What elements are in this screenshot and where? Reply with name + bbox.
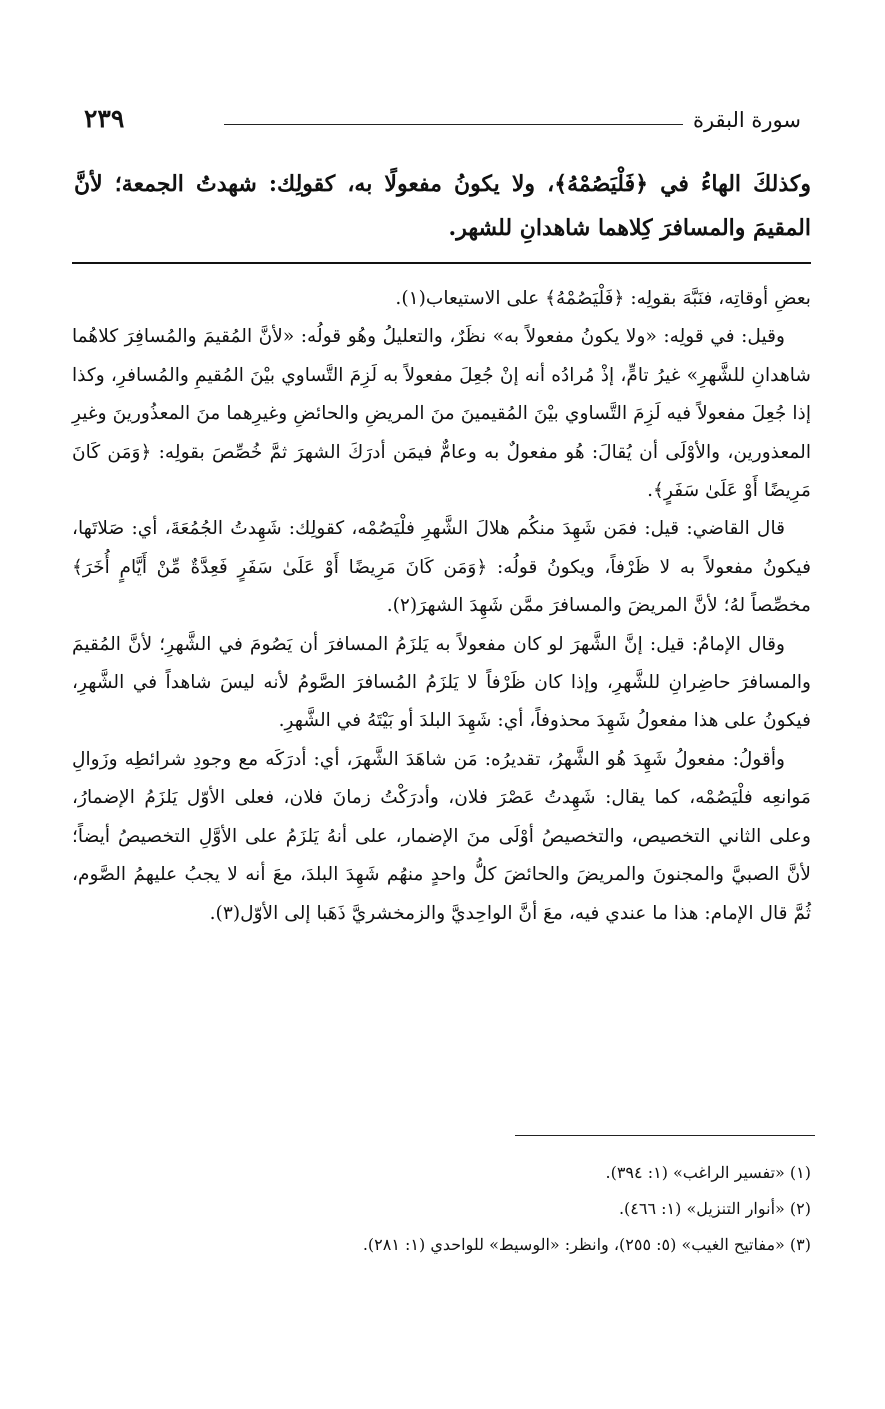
commentary-paragraph-4: وقال الإمامُ: قيل: إنَّ الشَّهرَ لو كان مفعولاً به يَلزَمُ المسافرَ أن يَصُومَ في الشَّهرِ؛ لأنَّ المُقيمَ والمسافرَ حاضِرانِ للشَّهرِ، وإذا كان ظَرْفاً لا يَلزَمُ المُسافرَ الصَّومُ لأنه ليسَ شاهداً في الشَّهرِ، فيكونُ على هذا مفعولُ شَهِدَ محذوفاً، أي: شَهِدَ البلدَ أو بَيْتَهُ في الشَّهرِ. (72, 633, 811, 732)
main-text (74, 162, 811, 250)
main-text-separator (72, 262, 811, 264)
footnote-2: (٢) «أنوار التنزيل» (١: ٤٦٦). (618, 1199, 811, 1218)
header-rule (224, 124, 683, 125)
page-header (84, 104, 801, 144)
running-title: سورة البقرة (692, 108, 801, 132)
commentary-paragraph-1: بعضِ أوقاتِه، فنَبَّهَ بقولِه: ﴿فَلْيَصُمْهُ﴾ على الاستيعاب(١). (395, 288, 811, 309)
commentary-paragraph-5: وأقولُ: مفعولُ شَهِدَ هُو الشَّهرُ، تقديرُه: مَن شاهَدَ الشَّهرَ، أي: أدرَكَه مع وجودِ شرائطِه وزَوالِ مَوانعِه فلْيَصُمْه، كما يقال: شَهِدتُ عَصْرَ فلان، وأدرَكْتُ زمانَ فلان، فعلى الأوّل يَلزَمُ الإضمارُ، وعلى الثاني التخصيص، والتخصيصُ أوْلَى منَ الإضمار، على أنهُ يَلزَمُ على الأوَّلِ التخصيصُ أيضاً؛ لأنَّ الصبيَّ والمجنونَ والمريضَ والحائضَ كلُّ واحدٍ منهُم شَهِدَ البلدَ، معَ أنه لا يجبُ عليهمُ الصَّوم، ثُمَّ قال الإمام: هذا ما عندي فيه، معَ أنَّ الواحِديَّ والزمخشريَّ ذَهَبا إلى الأوّل(٣). (72, 748, 811, 924)
commentary-paragraph-3: قال القاضي: قيل: فمَن شَهِدَ منكُم هلالَ الشَّهرِ فلْيَصُمْه، كقولِك: شَهِدتُ الجُمُعَةَ، أي: صَلاتَها، فيكونُ مفعولاً به لا ظَرْفاً، ويكونُ قولُه: ﴿وَمَن كَانَ مَرِيضًا أَوْ عَلَىٰ سَفَرٍ فَعِدَّةٌ مِّنْ أَيَّامٍ أُخَرَ﴾ مخصِّصاً لهُ؛ لأنَّ المريضَ والمسافرَ ممَّن شَهِدَ الشهرَ(٢). (72, 518, 811, 617)
commentary (72, 280, 811, 933)
footnote-separator (515, 1135, 815, 1136)
page-number: ٢٣٩ (84, 104, 125, 133)
footnote-3: (٣) «مفاتيح الغيب» (٥: ٢٥٥)، وانظر: «الوسيط» للواحدي (١: ٢٨١). (362, 1235, 811, 1254)
main-text-paragraph: وكذلكَ الهاءُ في ﴿فَلْيَصُمْهُ﴾، ولا يكونُ مفعولًا به، كقولِك: شهدتُ الجمعة؛ لأنَّ المقيمَ والمسافرَ كِلاهما شاهدانِ للشهر. (74, 171, 811, 241)
footnote-1: (١) «تفسير الراغب» (١: ٣٩٤). (605, 1163, 811, 1182)
commentary-paragraph-2: وقيل: في قولِه: «ولا يكونُ مفعولاً به» نظَرٌ، والتعليلُ وهُو قولُه: «لأنَّ المُقيمَ والمُسافِرَ كلاهُما شاهدانِ للشَّهرِ» غيرُ تامٍّ، إذْ مُرادُه أنه إنْ جُعِلَ مفعولاً به لَزِمَ التَّساوي بيْنَ المُقيمِ والمُسافرِ، وكذا إذا جُعِلَ مفعولاً فيه لَزِمَ التَّساوي بيْنَ المُقيمينَ منَ المريضِ والحائضِ وغيرِهما منَ المعذُورينَ وغيرِ المعذورين، والأوْلَى أن يُقالَ: هُو مفعولٌ به وعامٌّ فيمَن أدرَكَ الشهرَ ثمَّ خُصِّصَ بقولِه: ﴿وَمَن كَانَ مَرِيضًا أَوْ عَلَىٰ سَفَرٍ﴾. (72, 326, 811, 502)
footnotes (74, 1155, 811, 1263)
